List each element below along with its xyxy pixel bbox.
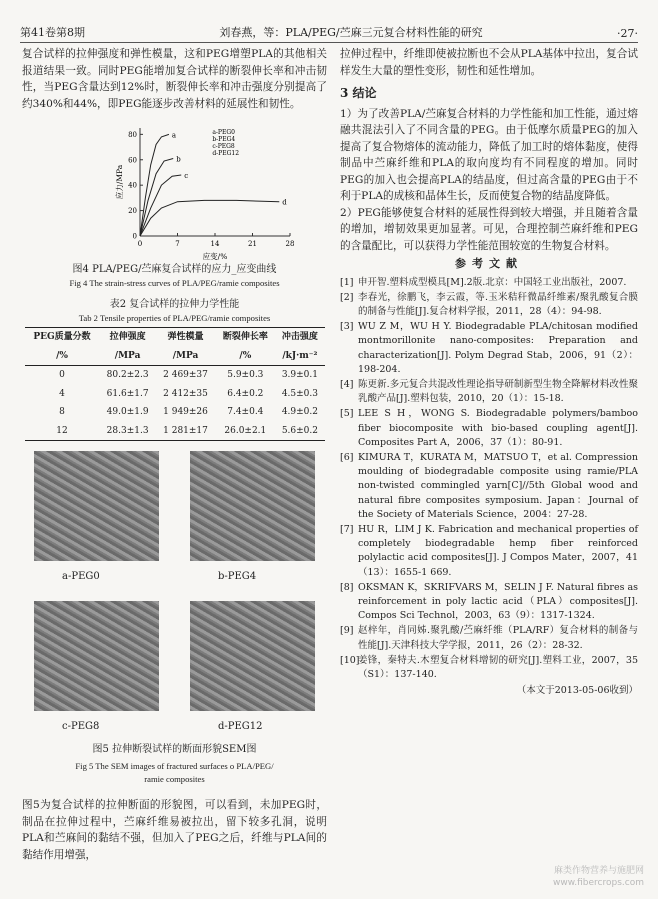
table-cell: 5.9±0.3	[227, 370, 264, 380]
table-2-unit: /MPa	[100, 347, 156, 366]
reference-text: 姜锋，秦特夫.木塑复合材料增韧的研究[J].塑料工业，2007，35（S1）：137-140.	[358, 654, 638, 680]
x-axis-label: 应变/%	[202, 252, 228, 261]
reference-text: 陈更新.多元复合共混改性理论指导研制新型生物全降解材料改性聚乳酸产品[J].塑料包装，2010，20（1）：15-18.	[358, 378, 638, 405]
reference-number: [9]	[340, 625, 354, 637]
x-tick-label: 28	[285, 240, 295, 248]
figure-5-caption-en-1: Fig 5 The SEM images of fractured surfaces o PLA/PEG/	[75, 761, 274, 771]
left-top-paragraph: 复合试样的拉伸强度和弹性模量，这和PEG增塑PLA的其他相关报道结果一致。同时PEG能增加复合试样的断裂伸长率和冲击韧性，当PEG含量达到12%时，断裂伸长率和冲击强度分别提高了约340%和44%，即PEG能逐步改善材料的延展性和韧性。	[22, 48, 327, 110]
sem-image-peg12	[190, 601, 315, 711]
reference-item	[340, 407, 638, 450]
table-row	[25, 366, 325, 385]
y-tick-label: 40	[128, 181, 137, 190]
reference-item	[340, 291, 638, 319]
table-cell: 3.9±0.1	[281, 370, 318, 380]
references-heading: 参考文献	[455, 257, 523, 270]
curve-label-c: c	[184, 172, 189, 181]
table-row	[25, 422, 325, 441]
table-cell: 0	[59, 370, 65, 380]
table-2-header: PEG质量分数	[25, 328, 100, 347]
watermark	[553, 865, 644, 889]
header-title: 刘春燕，等：PLA/PEG/苎麻三元复合材料性能的研究	[219, 26, 483, 39]
legend-entry: a-PEG0	[212, 129, 235, 136]
right-top-paragraph: 拉伸过程中，纤维即使被拉断也不会从PLA基体中拉出，复合试样发生大量的塑性变形，韧性和延性增加。	[340, 48, 638, 77]
figure-5-caption-en-2: ramie composites	[144, 774, 205, 784]
reference-number: [1]	[340, 276, 354, 288]
left-bottom-paragraph: 图5为复合试样的拉伸断面的形貌图，可以看到，未加PEG时，制品在拉伸过程中，苎麻纤维易被拉出，留下较多孔洞，说明PLA和苎麻间的黏结不强，但加入了PEG之后，纤维与PLA间的黏结作用增强，	[22, 799, 327, 861]
series-line-c	[140, 175, 181, 236]
curve-label-a: a	[171, 131, 177, 140]
reference-item	[340, 654, 638, 682]
x-tick-label: 21	[248, 240, 257, 248]
legend-entry: c-PEG8	[212, 143, 235, 150]
header-page-number: ·27·	[617, 27, 638, 40]
reference-text: WU Z M，WU H Y. Biodegradable PLA/chitosan modified montmorillonite nano-composites: Preparation and characterization[J]. Polym Degrad Stab，2006，91（2）：198-204.	[358, 321, 638, 375]
reference-number: [3]	[340, 321, 354, 333]
reference-item	[340, 624, 638, 652]
table-cell: 49.0±1.9	[106, 407, 149, 417]
table-cell: 4.9±0.2	[281, 407, 318, 417]
sem-label-peg0: a-PEG0	[62, 571, 100, 582]
reference-list	[340, 276, 638, 683]
sem-image-peg8	[34, 601, 159, 711]
figure-5	[22, 451, 327, 791]
y-tick-label: 80	[128, 130, 137, 139]
reference-item	[340, 320, 638, 377]
table-2-unit: /MPa	[156, 347, 216, 366]
table-cell: 1 949±26	[163, 407, 208, 417]
reference-text: HU R，LIM J K. Fabrication and mechanical properties of completely biodegradable hemp fiber reinforced polylactic acid composites[J]. J Compos Mater，2007，41（13）：1655-1 669.	[358, 523, 638, 578]
figure-4-caption-cn: 图4 PLA/PEG/苎麻复合试样的应力_应变曲线	[72, 264, 277, 275]
reference-item	[340, 451, 638, 522]
table-row	[25, 403, 325, 422]
sem-label-peg12: d-PEG12	[218, 721, 263, 732]
table-cell: 1 281±17	[156, 422, 216, 441]
y-tick-label: 0	[132, 232, 137, 241]
table-2-unit: /kJ·m⁻²	[275, 347, 324, 366]
table-cell: 6.4±0.2	[227, 388, 264, 399]
table-2-title-en: Tab 2 Tensile properties of PLA/PEG/ramie composites	[78, 313, 271, 323]
figure-5-caption-cn: 图5 拉伸断裂试样的断面形貌SEM图	[92, 744, 257, 755]
series-line-d	[140, 200, 279, 236]
watermark-url: www.fibercrops.com	[553, 878, 644, 888]
table-cell: 80.2±2.3	[106, 370, 149, 380]
table-2-unit: /%	[25, 347, 100, 366]
reference-item	[340, 276, 638, 290]
table-cell: 26.0±2.1	[215, 422, 275, 441]
table-2-header: 弹性模量	[156, 328, 216, 347]
table-2-header: 断裂伸长率	[215, 328, 275, 347]
reference-number: [6]	[340, 451, 354, 463]
reference-text: LEE S H，WONG S. Biodegradable polymers/bamboo fiber biocomposite with bio-based coupling agent[J]. Composites Part A，2006，37（1）：80-91.	[358, 408, 638, 448]
series-line-a	[140, 134, 169, 236]
x-tick-label: 14	[210, 240, 220, 248]
reference-number: [8]	[340, 581, 354, 593]
table-cell: 7.4±0.4	[227, 407, 264, 417]
legend-entry: b-PEG4	[212, 136, 236, 143]
table-cell: 28.3±1.3	[100, 422, 156, 441]
reference-text: KIMURA T，KURATA M，MATSUO T，et al. Compression moulding of biodegradable composite using ramie/PLA non-twisted commingled yarn[C]//5th Global wood and natural fibre composites symposium. Japan：Journal of the Society of Materials Science，2004：27-28.	[358, 451, 638, 520]
stress-strain-chart	[22, 118, 327, 263]
table-cell: 5.6±0.2	[275, 422, 324, 441]
table-cell: 4.5±0.3	[281, 388, 318, 399]
reference-number: [7]	[340, 523, 354, 535]
reference-item	[340, 581, 638, 624]
watermark-site-name: 麻类作物营养与施肥网	[553, 866, 644, 876]
left-column	[22, 46, 327, 863]
table-cell: 2 412±35	[163, 388, 208, 399]
table-row	[25, 385, 325, 404]
table-2-title-cn: 表2 复合试样的拉伸力学性能	[109, 299, 240, 310]
sem-image-peg4	[190, 451, 315, 561]
y-tick-label: 60	[128, 156, 137, 165]
table-cell: 2 469±37	[163, 370, 208, 380]
reference-item	[340, 523, 638, 580]
received-date: （本文于2013-05-06收到）	[516, 685, 638, 697]
table-cell: 8	[59, 407, 65, 417]
table-cell: 4	[59, 388, 65, 399]
y-tick-label: 20	[128, 207, 137, 216]
table-2-header: 冲击强度	[275, 328, 324, 347]
conclusion-2: 2）PEG能够使复合材料的延展性得到较大增强，并且随着含量的增加，增韧效果更加显著。可见，合理控制苎麻纤维和PEG的含量配比，可以获得力学性能范围较宽的生物复合材料。	[340, 206, 638, 252]
reference-number: [10]	[340, 654, 360, 666]
table-2-unit: /%	[215, 347, 275, 366]
right-column	[340, 46, 638, 700]
reference-text: 李春光，徐鹏飞，李云霞，等.玉米秸秆微晶纤维素/聚乳酸复合膜的制备与性能[J].复合材料学报，2011，28（4）：94-98.	[358, 291, 638, 317]
x-tick-label: 0	[137, 240, 143, 248]
reference-text: 赵梓年，肖同姊.聚乳酸/苎麻纤维（PLA/RF）复合材料的制备与性能[J].天津科技大学学报，2011，26（2）：28-32.	[358, 625, 638, 651]
table-cell: 61.6±1.7	[106, 388, 149, 399]
curve-label-b: b	[176, 155, 181, 164]
section-3-heading: 3 结论	[340, 86, 377, 100]
conclusion-1: 1）为了改善PLA/苎麻复合材料的力学性能和加工性能，通过熔融共混法引入了不同含量的PEG。由于低摩尔质量PEG的加入提高了复合物熔体的流动能力，降低了加工时的熔体黏度，使得制品中苎麻纤维和PLA的取向度均有不同程度的增加。同时PEG的加入也会提高PLA的结晶度，但过高含量的PEG由于不利于PLA的成核和晶体生长，反而使复合物的结晶度降低。	[340, 107, 638, 202]
sem-label-peg8: c-PEG8	[62, 721, 100, 732]
reference-item	[340, 378, 638, 406]
reference-text: OKSMAN K，SKRIFVARS M，SELIN J F. Natural fibres as reinforcement in poly lactic acid（PLA）composites[J]. Compos Sci Technol，2003，63（9）：1317-1324.	[358, 581, 639, 622]
figure-4-caption-en: Fig 4 The strain-stress curves of PLA/PEG/ramie composites	[69, 278, 280, 288]
figure-4	[22, 118, 327, 263]
sem-image-peg0	[34, 451, 159, 561]
reference-number: [2]	[340, 291, 354, 303]
reference-number: [4]	[340, 378, 354, 390]
table-2	[25, 327, 325, 441]
reference-number: [5]	[340, 408, 354, 420]
reference-text: 申开智.塑料成型模具[M].2版.北京：中国轻工业出版社，2007.	[358, 276, 627, 288]
table-2-header: 拉伸强度	[100, 328, 156, 347]
header-volume: 第41卷第8期	[20, 26, 85, 39]
sem-label-peg4: b-PEG4	[218, 571, 257, 582]
table-cell: 12	[25, 422, 100, 441]
x-tick-label: 7	[175, 240, 180, 248]
page-header	[20, 18, 638, 43]
curve-label-d: d	[282, 198, 287, 207]
legend-entry: d-PEG12	[212, 150, 240, 157]
y-axis-label: 应力/MPa	[115, 164, 124, 200]
